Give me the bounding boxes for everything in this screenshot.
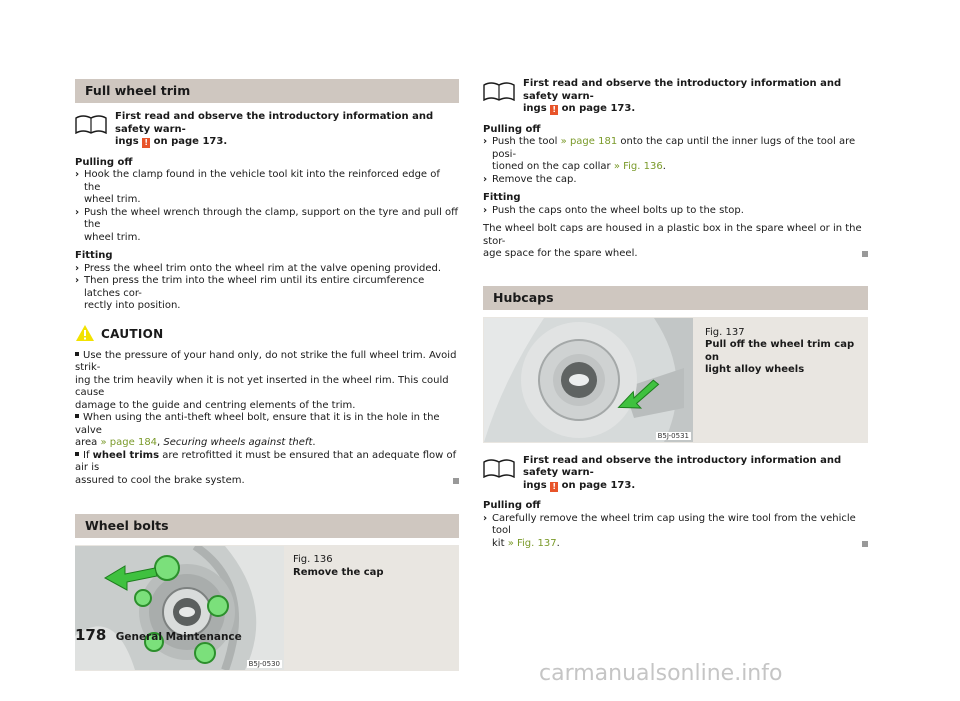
end-of-section-icon (862, 251, 868, 257)
step: › Then press the trim into the wheel rim until its entire circumference latches cor- rectly into position. (75, 275, 425, 311)
warning-mark-icon: ! (142, 138, 150, 148)
arrow-step-icon: › (483, 173, 488, 185)
arrow-step-icon: › (483, 136, 488, 147)
left-column (75, 79, 459, 671)
image-code: B5J-0531 (657, 431, 689, 440)
warning-mark-icon: ! (550, 105, 558, 115)
wheel-bolts-illustration (75, 546, 284, 670)
caution-item: When using the anti-theft wheel bolt, ensure that it is in the hole in the valve area » page 184, Securing wheels against theft. (75, 412, 440, 448)
arrow-step-icon: › (483, 204, 488, 216)
section-heading-hubcaps: Hubcaps (483, 286, 868, 310)
caution-triangle-icon (75, 324, 95, 342)
subheading-pulling-off: Pulling off (483, 123, 541, 135)
step: › Carefully remove the wheel trim cap using the wire tool from the vehicle tool kit » Fig. 137. (483, 513, 868, 551)
arrow-step-icon: › (75, 275, 80, 286)
figure-link[interactable]: » Fig. 136 (613, 161, 663, 172)
paragraph: The wheel bolt caps are housed in a plastic box in the spare wheel or in the stor- age space for the spare wheel. (483, 223, 868, 261)
watermark: carmanualsonline.info (539, 661, 783, 686)
figure-caption: Fig. 136 Remove the cap (293, 554, 384, 578)
arrow-step-icon: › (75, 169, 80, 180)
page-number: 178 (75, 626, 107, 644)
step: › Push the tool » page 181 onto the cap until the inner lugs of the tool are posi- tioned on the cap collar » Fig. 136. (483, 136, 856, 172)
book-icon (483, 458, 515, 478)
subheading-pulling-off: Pulling off (483, 500, 541, 511)
subheading-fitting: Fitting (483, 192, 521, 203)
caution-heading: CAUTION (75, 323, 459, 345)
figure-caption: Fig. 137 Pull off the wheel trim cap on light alloy wheels (705, 326, 855, 375)
caution-item: Use the pressure of your hand only, do not strike the full wheel trim. Avoid strik- ing the trim heavily when it is not yet inserted in the wheel rim. This could cause damage to the guide and centring elements of the trim. (75, 349, 457, 411)
step: › Push the caps onto the wheel bolts up to the stop. (483, 204, 744, 216)
section-heading-full-wheel-trim: Full wheel trim (75, 79, 459, 103)
figure-136 (75, 545, 459, 671)
step: › Push the wheel wrench through the clamp, support on the tyre and pull off the wheel trim. (75, 206, 459, 243)
caution-item: If wheel trims are retrofitted it must be ensured that an adequate flow of air is assured to cool the brake system. (75, 450, 459, 488)
hubcap-illustration (484, 318, 693, 442)
page-link[interactable]: » page 184 (100, 437, 158, 448)
step: › Remove the cap. (483, 173, 577, 185)
section-heading-wheel-bolts: Wheel bolts (75, 514, 459, 538)
book-icon (75, 114, 107, 134)
subheading-pulling-off: Pulling off (75, 156, 133, 168)
page-link[interactable]: » page 181 (560, 136, 618, 147)
right-column (483, 78, 868, 550)
page-footer (75, 626, 242, 645)
figure-137 (483, 317, 868, 443)
arrow-step-icon: › (75, 262, 80, 274)
subheading-fitting: Fitting (75, 250, 113, 261)
intro-note: First read and observe the introductory information and safety warn- ings ! on page 173. (75, 111, 459, 149)
book-icon (483, 81, 515, 101)
warning-mark-icon: ! (550, 482, 558, 492)
image-code: B5J-0530 (248, 660, 280, 668)
figure-link[interactable]: » Fig. 137 (507, 537, 557, 549)
footer-section-title: General Maintenance (115, 631, 242, 643)
step: › Hook the clamp found in the vehicle tool kit into the reinforced edge of the wheel trim. (75, 169, 440, 205)
intro-note: First read and observe the introductory information and safety warn- ings ! on page 173. (483, 78, 868, 116)
end-of-section-icon (453, 478, 459, 484)
caution-box (75, 323, 459, 488)
end-of-section-icon (862, 541, 868, 547)
arrow-step-icon: › (75, 206, 80, 218)
step: › Press the wheel trim onto the wheel rim at the valve opening provided. (75, 262, 442, 274)
intro-note: First read and observe the introductory information and safety warn- ings ! on page 173. (483, 455, 868, 493)
arrow-step-icon: › (483, 512, 488, 524)
